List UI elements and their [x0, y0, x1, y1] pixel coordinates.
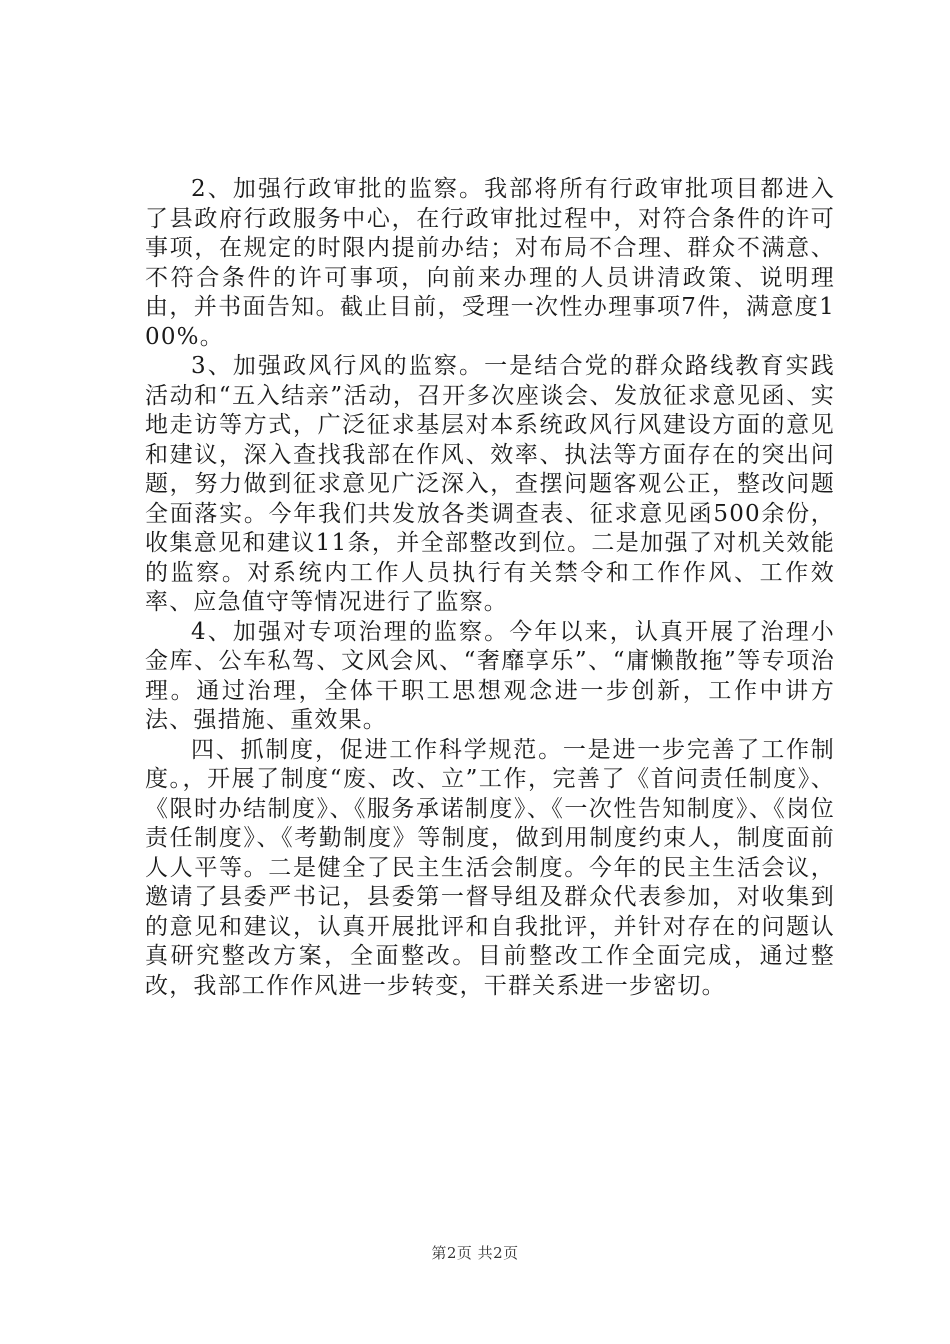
document-body — [145, 175, 835, 1001]
paragraph-administrative-approval: 2、加强行政审批的监察。我部将所有行政审批项目都进入了县政府行政服务中心，在行政审批过程中，对符合条件的许可事项，在规定的时限内提前办结；对布局不合理、群众不满意、不符合条件的许可事项，向前来办理的人员讲清政策、说明理由，并书面告知。截止目前，受理一次性办理事项7件，满意度100%。 — [145, 176, 835, 350]
paragraph-government-style: 3、加强政风行风的监察。一是结合党的群众路线教育实践活动和“五入结亲”活动，召开多次座谈会、发放征求意见函、实地走访等方式，广泛征求基层对本系统政风行风建设方面的意见和建议，深入查找我部在作风、效率、执法等方面存在的突出问题，努力做到征求意见广泛深入，查摆问题客观公正，整改问题全面落实。今年我们共发放各类调查表、征求意见函500余份，收集意见和建议11条，并全部整改到位。二是加强了对机关效能的监察。对系统内工作人员执行有关禁令和工作作风、工作效率、应急值守等情况进行了监察。 — [145, 353, 835, 615]
paragraph-special-governance: 4、加强对专项治理的监察。今年以来，认真开展了治理小金库、公车私驾、文风会风、“奢靡享乐”、“庸懒散拖”等专项治理。通过治理，全体干职工思想观念进一步创新，工作中讲方法、强措施、重效果。 — [145, 618, 835, 733]
paragraph-system-rules: 四、抓制度，促进工作科学规范。一是进一步完善了工作制度。，开展了制度“废、改、立”工作，完善了《首问责任制度》、《限时办结制度》、《服务承诺制度》、《一次性告知制度》、《岗位责任制度》、《考勤制度》等制度，做到用制度约束人，制度面前人人平等。二是健全了民主生活会制度。今年的民主生活会议，邀请了县委严书记，县委第一督导组及群众代表参加，对收集到的意见和建议，认真开展批评和自我批评，并针对存在的问题认真研究整改方案，全面整改。目前整改工作全面完成，通过整改，我部工作作风进一步转变，干群关系进一步密切。 — [145, 736, 835, 999]
page-number-footer: 第2页 共2页 — [431, 1244, 519, 1262]
